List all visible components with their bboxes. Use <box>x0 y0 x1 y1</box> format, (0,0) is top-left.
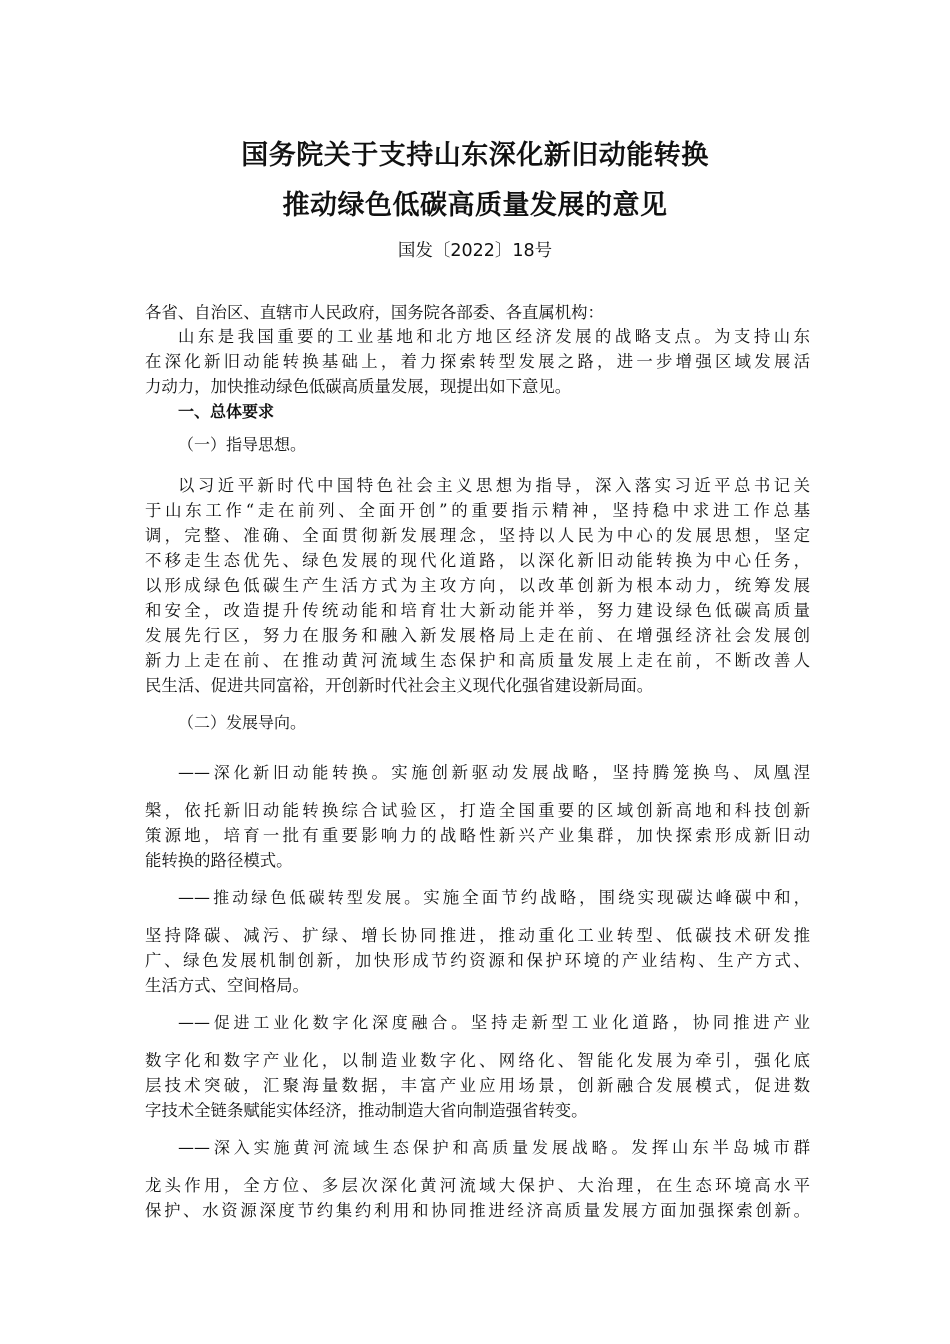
subsection-heading: （二）发展导向。 <box>178 713 307 732</box>
document-title-line2: 推动绿色低碳高质量发展的意见 <box>282 190 668 221</box>
orientation-lead: ——促进工业化数字化深度融合。 <box>178 1013 471 1032</box>
paragraph-line: 以形成绿色低碳生产生活方式为主攻方向，以改革创新为根本动力，统筹发展 <box>145 576 810 595</box>
document-title-line1: 国务院关于支持山东深化新旧动能转换 <box>241 140 709 171</box>
paragraph-line: 层技术突破，汇聚海量数据，丰富产业应用场景，创新融合发展模式，促进数 <box>145 1076 810 1095</box>
paragraph-line: 保护、水资源深度节约集约利用和协同推进经济高质量发展方面加强探索创新。 <box>145 1201 810 1220</box>
paragraph-line: 新力上走在前、在推动黄河流域生态保护和高质量发展上走在前，不断改善人 <box>145 651 810 670</box>
paragraph-line: 生活方式、空间格局。 <box>145 976 309 995</box>
intro-line: 在深化新旧动能转换基础上，着力探索转型发展之路，进一步增强区域发展活 <box>145 352 810 371</box>
orientation-lead: ——深入实施黄河流域生态保护和高质量发展战略。 <box>178 1138 632 1157</box>
intro-line: 力动力，加快推动绿色低碳高质量发展，现提出如下意见。 <box>145 377 572 396</box>
orientation-text: 坚持走新型工业化道路，协同推进产业 <box>470 1013 810 1032</box>
paragraph-line: 和安全，改造提升传统动能和培育壮大新动能并举，努力建设绿色低碳高质量 <box>145 601 810 620</box>
paragraph-line: 不移走生态优先、绿色发展的现代化道路，以深化新旧动能转换为中心任务， <box>145 551 810 570</box>
orientation-text: 发挥山东半岛城市群 <box>631 1138 810 1157</box>
paragraph-line: 槃，依托新旧动能转换综合试验区，打造全国重要的区域创新高地和科技创新 <box>145 801 810 820</box>
paragraph-line: 数字化和数字产业化，以制造业数字化、网络化、智能化发展为牵引，强化底 <box>145 1051 810 1070</box>
paragraph-line: 发展先行区，努力在服务和融入新发展格局上走在前、在增强经济社会发展创 <box>145 626 810 645</box>
orientation-lead: ——深化新旧动能转换。 <box>178 763 392 782</box>
subsection-heading: （一）指导思想。 <box>178 435 307 454</box>
intro-line: 山东是我国重要的工业基地和北方地区经济发展的战略支点。为支持山东 <box>178 327 810 346</box>
paragraph-line: 以习近平新时代中国特色社会主义思想为指导，深入落实习近平总书记关 <box>178 476 810 495</box>
orientation-text: 实施创新驱动发展战略，坚持腾笼换鸟、凤凰涅 <box>391 763 810 782</box>
orientation-text: 实施全面节约战略，围绕实现碳达峰碳中和， <box>423 888 810 907</box>
paragraph-line: 策源地，培育一批有重要影响力的战略性新兴产业集群，加快探索形成新旧动 <box>145 826 810 845</box>
paragraph-line: 坚持降碳、减污、扩绿、增长协同推进，推动重化工业转型、低碳技术研发推 <box>145 926 810 945</box>
orientation-lead: ——推动绿色低碳转型发展。 <box>178 888 424 907</box>
paragraph-line: 于山东工作“走在前列、全面开创”的重要指示精神，坚持稳中求进工作总基 <box>145 501 810 520</box>
paragraph-line: 龙头作用，全方位、多层次深化黄河流域大保护、大治理，在生态环境高水平 <box>145 1176 810 1195</box>
paragraph-line: 民生活、促进共同富裕，开创新时代社会主义现代化强省建设新局面。 <box>145 676 654 695</box>
paragraph-line: 广、绿色发展机制创新，加快形成节约资源和保护环境的产业结构、生产方式、 <box>145 951 810 970</box>
orientation-first-line <box>178 761 810 785</box>
orientation-first-line <box>178 1136 810 1160</box>
paragraph-line: 字技术全链条赋能实体经济，推动制造大省向制造强省转变。 <box>145 1101 588 1120</box>
paragraph-line: 能转换的路径模式。 <box>145 851 293 870</box>
document-number: 国发〔2022〕18号 <box>397 241 553 261</box>
salutation: 各省、自治区、直辖市人民政府，国务院各部委、各直属机构： <box>145 303 604 322</box>
orientation-first-line <box>178 1011 810 1035</box>
section-heading: 一、总体要求 <box>178 402 275 421</box>
orientation-first-line <box>178 886 810 910</box>
paragraph-line: 调，完整、准确、全面贯彻新发展理念，坚持以人民为中心的发展思想，坚定 <box>145 526 810 545</box>
